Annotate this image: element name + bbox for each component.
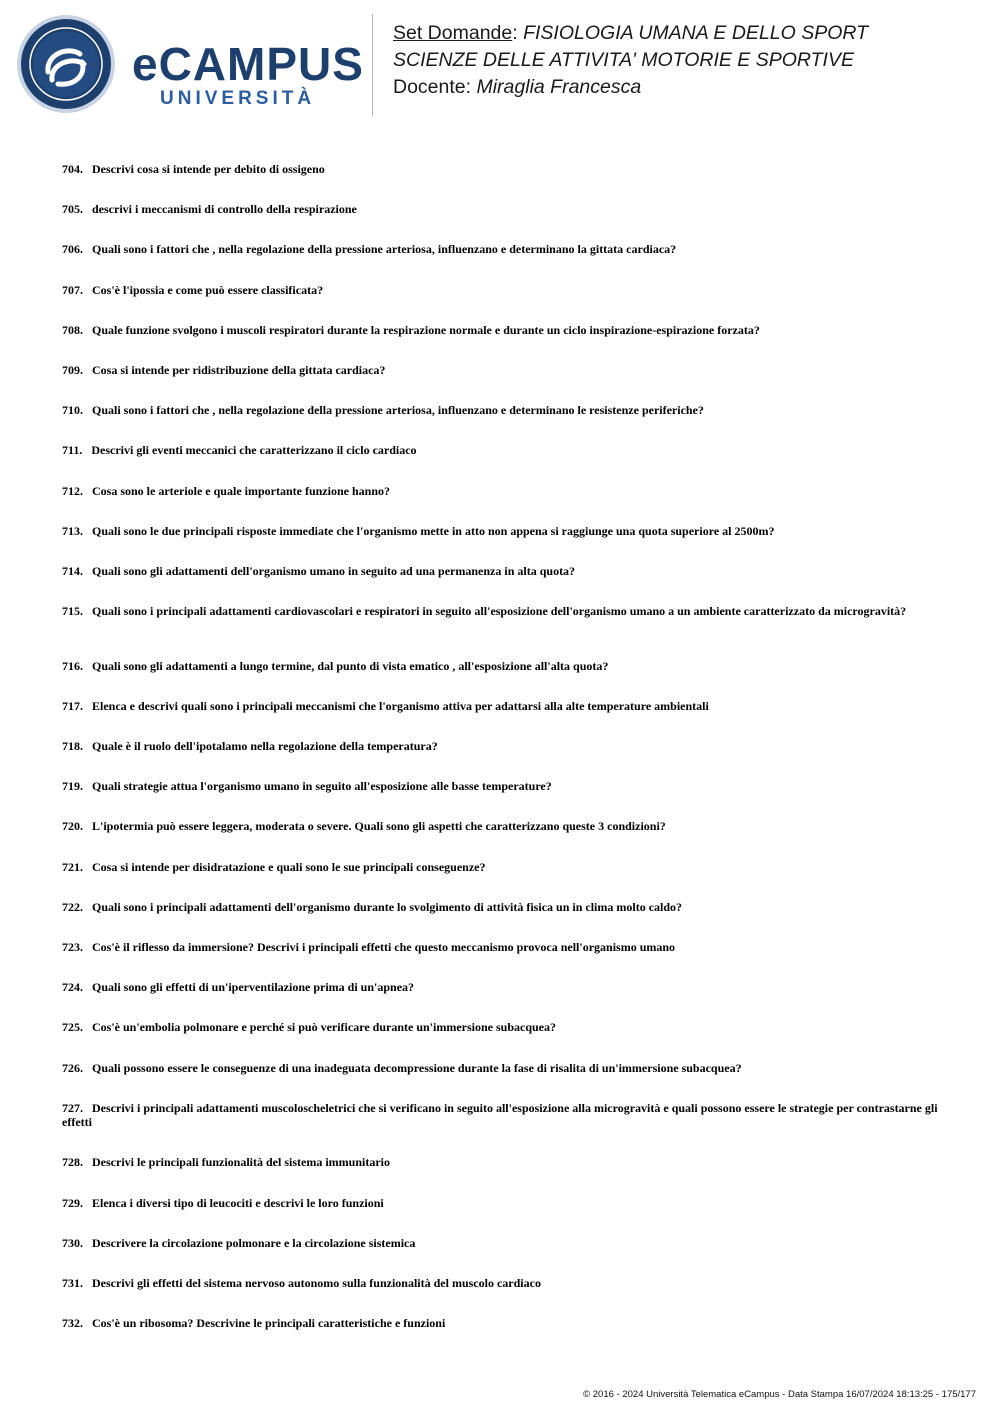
question-text: Quali sono gli effetti di un'iperventilazione prima di un'apnea? [92,980,415,995]
question-number: 729. [62,1195,83,1210]
question-item [62,819,942,859]
question-number: 705. [62,202,83,217]
degree-program: SCIENZE DELLE ATTIVITA' MOTORIE E SPORTIVE [393,49,854,71]
question-item [62,1061,942,1101]
question-text: Descrivi gli eventi meccanici che caratterizzano il ciclo cardiaco [91,443,417,458]
question-item [62,443,942,483]
course-title-line: Set Domande: FISIOLOGIA UMANA E DELLO SPORT [393,22,869,44]
question-text: Cosa sono le arteriole e quale importante funzione hanno? [92,483,390,498]
question-item [62,484,942,524]
question-text: Descrivi gli effetti del sistema nervoso autonomo sulla funzionalità del muscolo cardiaco [92,1275,541,1290]
question-text: Quali sono i principali adattamenti dell'organismo durante lo svolgimento di attività fisica un in clima molto caldo? [92,899,683,914]
question-number: 711. [62,443,83,458]
question-number: 731. [62,1275,83,1290]
ecampus-logo [132,38,364,114]
question-number: 722. [62,899,83,914]
question-text: Quali sono le due principali risposte immediate che l'organismo mette in atto non appena si raggiunge una quota superiore al 2500m? [92,523,775,538]
set-label: Set Domande [393,22,513,44]
question-text: Quali sono gli adattamenti a lungo termine, dal punto di vista ematico , all'esposizione all'alta quota? [92,658,609,673]
question-number: 723. [62,939,83,954]
question-text: Quale è il ruolo dell'ipotalamo nella regolazione della temperatura? [92,739,438,754]
question-item [62,283,942,323]
question-text: Quali sono i fattori che , nella regolazione della pressione arteriosa, influenzano e determinano la gittata cardiaca? [92,242,677,257]
teacher-line [393,74,868,101]
question-text: Cosa si intende per ridistribuzione della gittata cardiaca? [92,362,386,377]
question-item [62,779,942,819]
question-number: 706. [62,242,83,257]
question-number: 725. [62,1020,83,1035]
question-text: Cosa si intende per disidratazione e quali sono le sue principali conseguenze? [92,859,486,874]
question-item [62,1276,942,1316]
question-item [62,739,942,779]
question-item [62,1236,942,1276]
question-item [62,659,942,699]
question-number: 732. [62,1316,83,1331]
question-item [62,403,942,443]
question-item [62,699,942,739]
question-text: Cos'è il riflesso da immersione? Descrivi i principali effetti che questo meccanismo provoca nell'organismo umano [92,939,676,954]
question-number: 730. [62,1235,83,1250]
page-header [0,0,1000,130]
question-item [62,900,942,940]
page-footer: © 2016 - 2024 Università Telematica eCampus - Data Stampa 16/07/2024 18:13:25 - 175/177 [583,1389,976,1400]
question-number: 718. [62,739,83,754]
question-number: 712. [62,483,83,498]
question-item [62,1155,942,1195]
question-item [62,564,942,604]
question-item [62,860,942,900]
question-number: 715. [62,604,83,619]
question-number: 713. [62,523,83,538]
question-number: 726. [62,1060,83,1075]
question-number: 714. [62,563,83,578]
question-item [62,1020,942,1060]
question-number: 727. [62,1100,83,1115]
question-text: Quali sono i fattori che , nella regolazione della pressione arteriosa, influenzano e determinano le resistenze periferiche? [92,403,704,418]
question-text: Cos'è un ribosoma? Descrivine le principali caratteristiche e funzioni [92,1316,446,1331]
question-number: 716. [62,658,83,673]
question-item [62,524,942,564]
question-item [62,242,942,282]
header-divider [372,14,373,116]
question-text: descrivi i meccanismi di controllo della respirazione [92,202,357,217]
question-item [62,1196,942,1236]
question-number: 708. [62,322,83,337]
question-number: 707. [62,282,83,297]
question-list [62,162,942,1356]
question-text: Cos'è un'embolia polmonare e perché si può verificare durante un'immersione subacquea? [92,1020,556,1035]
question-text: Quali possono essere le conseguenze di una inadeguata decompressione durante la fase di risalita di un'immersione subacquea? [92,1060,742,1075]
question-text: Descrivere la circolazione polmonare e la circolazione sistemica [92,1235,416,1250]
question-text: Descrivi cosa si intende per debito di ossigeno [92,162,325,176]
question-number: 704. [62,162,83,176]
question-item [62,162,942,202]
logo-wordmark-text: eCAMPUS [132,38,364,90]
question-text: Quale funzione svolgono i muscoli respiratori durante la respirazione normale e durante un ciclo inspirazione-espirazione forzata? [92,322,760,337]
question-text: Descrivi le principali funzionalità del sistema immunitario [92,1155,390,1170]
question-item [62,940,942,980]
question-item [62,980,942,1020]
question-text: Quali sono i principali adattamenti cardiovascolari e respiratori in seguito all'esposizione dell'organismo umano a un ambiente caratterizzato da microgravità? [92,604,907,619]
question-text: Elenca i diversi tipo di leucociti e descrivi le loro funzioni [92,1195,384,1210]
question-text: Quali strategie attua l'organismo umano in seguito all'esposizione alle basse temperature? [92,779,552,794]
ecampus-emblem-icon [16,14,116,114]
question-number: 721. [62,859,83,874]
teacher-name: Miraglia Francesca [476,76,642,98]
teacher-label: Docente: [393,76,472,98]
course-title: FISIOLOGIA UMANA E DELLO SPORT [523,22,869,44]
question-item [62,323,942,363]
question-text: Quali sono gli adattamenti dell'organismo umano in seguito ad una permanenza in alta quota? [92,563,576,578]
question-item [62,1101,942,1156]
logo-subtext: UNIVERSITÀ [160,88,316,109]
question-text: Descrivi i principali adattamenti muscoloscheletrici che si verificano in seguito all'esposizione alla microgravità e quali possono essere le strategie per contrastarne gli effetti [62,1100,938,1130]
question-number: 717. [62,698,83,713]
course-info [393,20,868,101]
question-item [62,363,942,403]
question-number: 728. [62,1155,83,1170]
question-text: L'ipotermia può essere leggera, moderata o severe. Quali sono gli aspetti che caratterizzano queste 3 condizioni? [92,819,666,834]
question-item [62,1316,942,1356]
question-number: 710. [62,403,83,418]
question-number: 719. [62,779,83,794]
question-text: Cos'è l'ipossia e come può essere classificata? [92,282,324,297]
question-number: 724. [62,980,83,995]
question-text: Elenca e descrivi quali sono i principali meccanismi che l'organismo attiva per adattarsi alla alte temperature ambientali [92,698,709,713]
question-item [62,604,942,659]
question-number: 709. [62,362,83,377]
question-item [62,202,942,242]
question-number: 720. [62,819,83,834]
